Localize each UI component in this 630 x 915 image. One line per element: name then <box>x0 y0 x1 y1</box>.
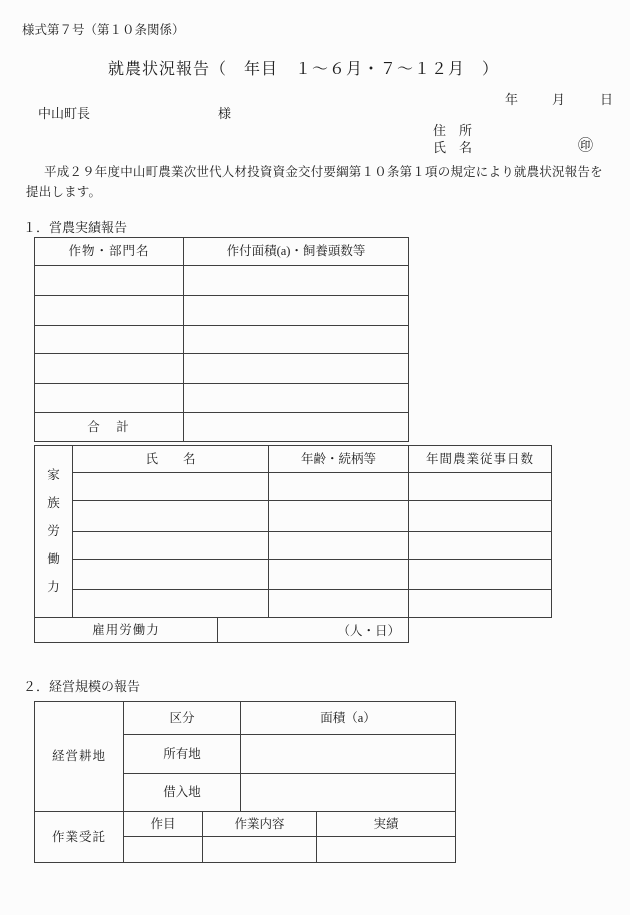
labor-cell <box>73 560 269 590</box>
body-text-line2: 提出します。 <box>26 185 102 199</box>
family-labor-group-label <box>35 446 73 618</box>
form-number: 様式第７号（第１０条関係） <box>22 23 185 37</box>
crops-cell <box>184 354 409 384</box>
labor-cell <box>409 473 552 501</box>
section2-heading: ２．経営規模の報告 <box>23 679 141 694</box>
farmland-row-rented-value <box>241 774 456 812</box>
labor-cell <box>73 532 269 560</box>
crops-header-area: 作付面積(a)・飼養頭数等 <box>184 238 409 266</box>
crops-cell <box>184 266 409 296</box>
labor-cell <box>269 532 409 560</box>
crops-cell <box>184 326 409 354</box>
farmland-row-owned-label: 所有地 <box>124 735 241 774</box>
family-labor-vertical-label <box>35 468 72 595</box>
labor-cell <box>269 590 409 618</box>
addressee: 中山町長 <box>38 106 91 121</box>
crops-cell <box>35 266 184 296</box>
seal-mark-icon: ㊞ <box>578 138 594 154</box>
crops-cell <box>35 296 184 326</box>
crops-total-label: 合 計 <box>35 413 184 442</box>
date-year-label: 年 <box>505 92 519 107</box>
contract-group-label: 作業受託 <box>35 812 124 863</box>
crops-cell <box>35 354 184 384</box>
hired-labor-label: 雇用労働力 <box>35 618 218 643</box>
address-label: 住 所 <box>433 123 473 138</box>
page-title: 就農状況報告（ 年目 １～６月・７～１２月 ） <box>108 61 500 78</box>
farmland-row-owned-value <box>241 735 456 774</box>
contract-header-result: 実績 <box>317 812 456 837</box>
labor-cell <box>409 560 552 590</box>
labor-cell <box>269 501 409 532</box>
body-text-line1: 平成２９年度中山町農業次世代人材投資資金交付要綱第１０条第１項の規定により就農状況報告を <box>44 165 603 179</box>
contract-header-work: 作業内容 <box>203 812 317 837</box>
farmland-header-area: 面積（a） <box>241 702 456 735</box>
vlabel-char: 家 <box>47 468 60 482</box>
crops-total-value <box>184 413 409 442</box>
section1-heading: １．営農実績報告 <box>23 220 128 235</box>
labor-header-name: 氏 名 <box>73 446 269 473</box>
labor-cell <box>73 501 269 532</box>
vlabel-char: 力 <box>47 580 60 594</box>
farmland-group-label: 経営耕地 <box>35 702 124 812</box>
contract-cell <box>124 837 203 863</box>
labor-cell <box>409 590 552 618</box>
vlabel-char: 族 <box>47 496 60 510</box>
contract-cell <box>203 837 317 863</box>
contract-header-crop: 作目 <box>124 812 203 837</box>
vlabel-char: 働 <box>47 552 60 566</box>
labor-cell <box>269 560 409 590</box>
crops-cell <box>184 296 409 326</box>
labor-cell <box>73 473 269 501</box>
labor-header-age: 年齢・続柄等 <box>269 446 409 473</box>
crops-cell <box>35 384 184 413</box>
farmland-row-rented-label: 借入地 <box>124 774 241 812</box>
labor-cell <box>409 501 552 532</box>
crops-cell <box>35 326 184 354</box>
name-label: 氏 名 <box>433 140 473 155</box>
hired-labor-unit: （人・日） <box>218 618 409 643</box>
date-month-label: 月 <box>552 92 566 107</box>
honorific: 様 <box>218 106 232 121</box>
farmland-header-category: 区分 <box>124 702 241 735</box>
family-labor-table <box>34 445 552 643</box>
labor-cell <box>269 473 409 501</box>
labor-cell <box>73 590 269 618</box>
management-table <box>34 701 456 863</box>
labor-header-days: 年間農業従事日数 <box>409 446 552 473</box>
crops-table <box>34 237 409 442</box>
crops-cell <box>184 384 409 413</box>
date-day-label: 日 <box>600 92 614 107</box>
contract-cell <box>317 837 456 863</box>
crops-header-name: 作物・部門名 <box>35 238 184 266</box>
vlabel-char: 労 <box>47 524 60 538</box>
labor-cell <box>409 532 552 560</box>
